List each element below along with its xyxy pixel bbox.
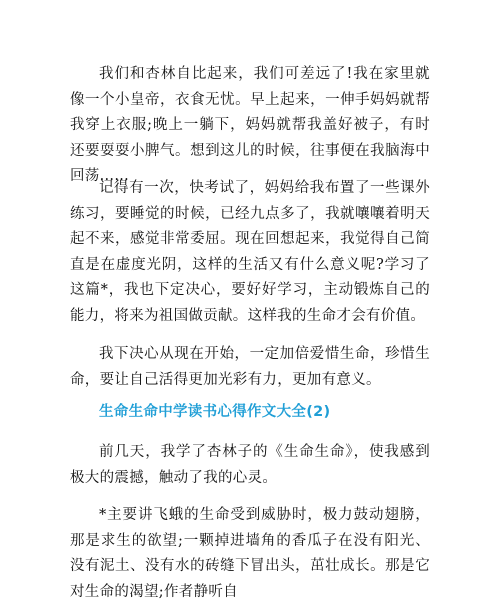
paragraph-2: 记得有一次，快考试了，妈妈给我布置了一些课外练习，要睡觉的时候，已经九点多了，我就嚷嚷着明天起不来，感觉非常委屈。现在回想起来，我觉得自己简直是在虚度光阴，这样的生活又有什么意义呢?学习了这篇*，我也下定决心，要好好学习，主动锻炼自己的能力，将来为祖国做贡献。这样我的生命才会有价值。 (70, 180, 430, 324)
paragraph-1: 我们和杏林自比起来，我们可差远了!我在家里就像一个小皇帝，衣食无忧。早上起来，一伸手妈妈就帮我穿上衣服;晚上一躺下，妈妈就帮我盖好被子，有时还要耍耍小脾气。想到这儿的时候，往事便在我脑海中回荡...... (70, 66, 430, 184)
section-paragraph-2: *主要讲飞蛾的生命受到威胁时，极力鼓动翅膀，那是求生的欲望;一颗掉进墙角的香瓜子在没有阳光、没有泥土、没有水的砖缝下冒出头，茁壮成长。那是它对生命的渴望;作者静听自 (70, 507, 430, 600)
section-heading: 生命生命中学读书心得作文大全(2) (99, 404, 331, 420)
section-paragraph-1: 前几天，我学了杏林子的《生命生命》，使我感到极大的震撼，触动了我的心灵。 (70, 444, 430, 486)
paragraph-3: 我下决心从现在开始，一定加倍爱惜生命，珍惜生命，要让自己活得更加光彩有力，更加有意义。 (70, 346, 430, 388)
